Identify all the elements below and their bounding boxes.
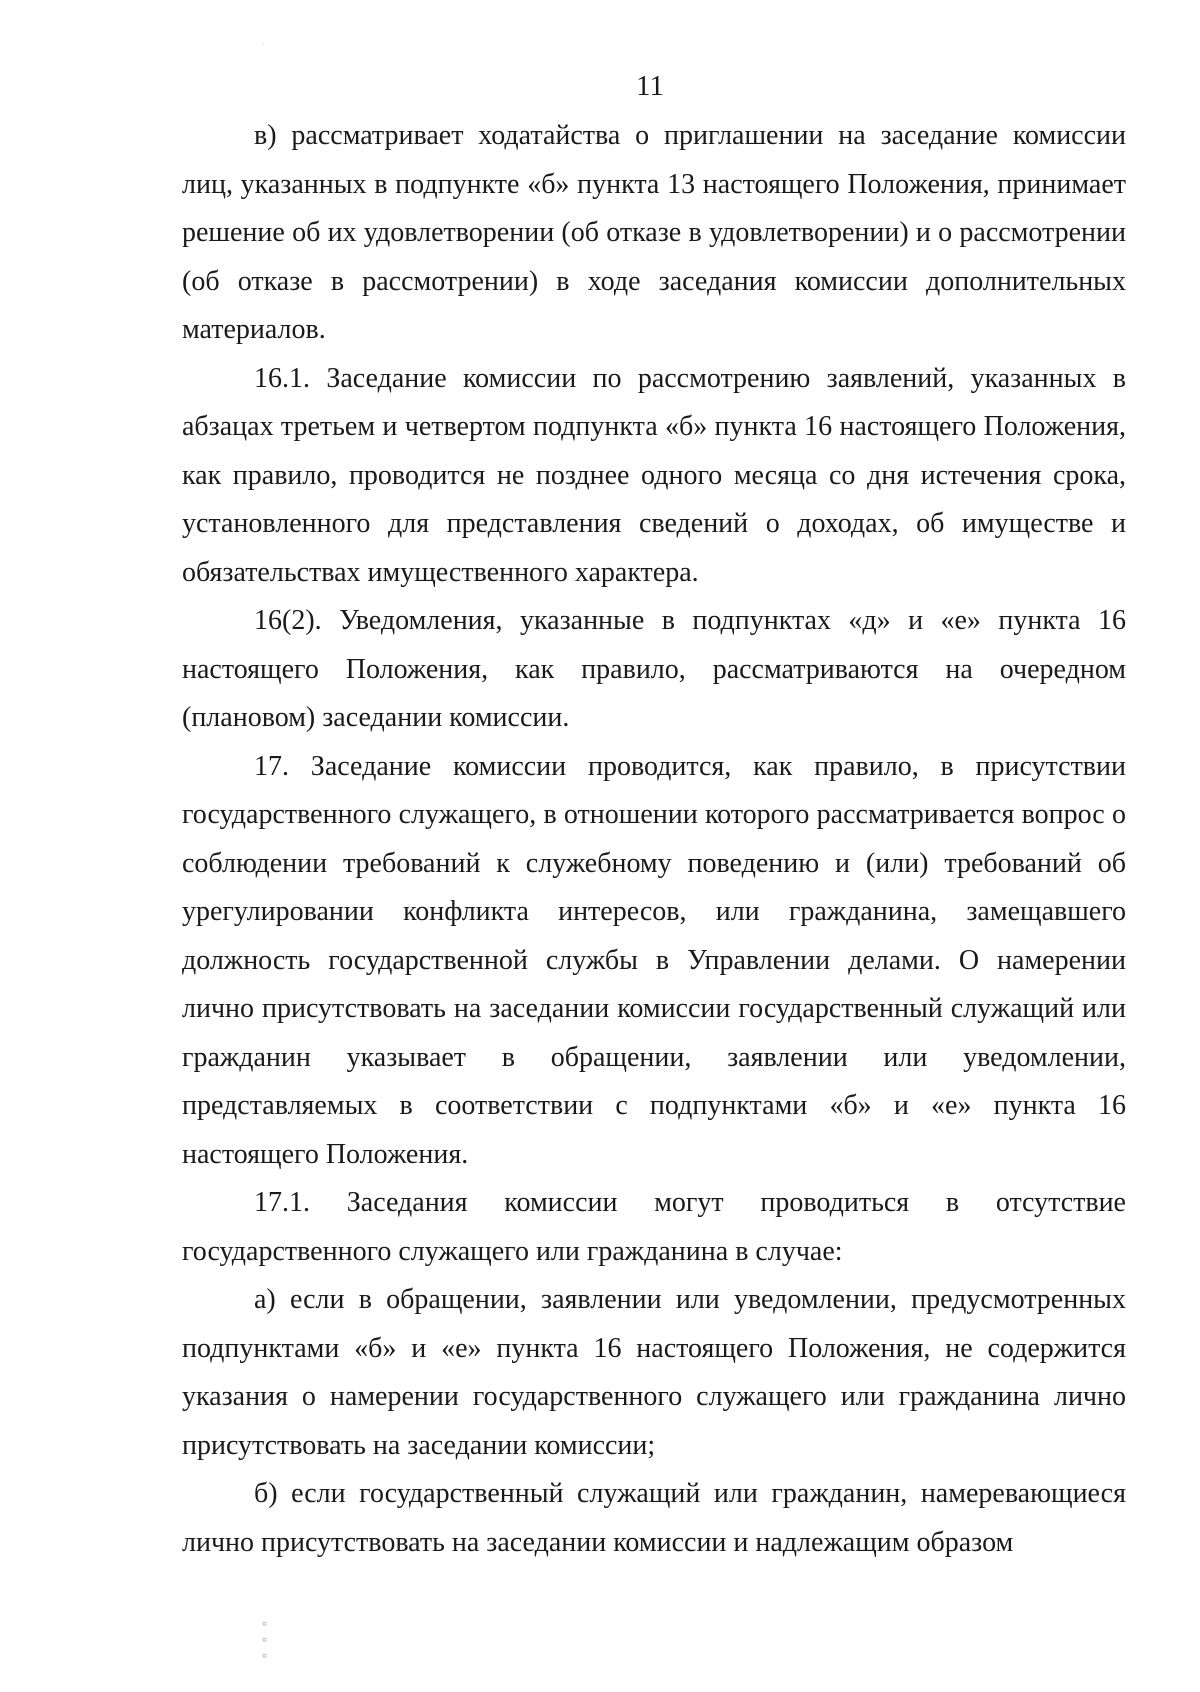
paragraph-17-1: 17.1. Заседания комиссии могут проводиться в отсутствие государственного служащего или гражданина в случае: bbox=[182, 1187, 1126, 1267]
paragraph-v-petitions: в) рассматривает ходатайства о приглашении на заседание комиссии лиц, указанных в подпункте «б» пункта 13 настоящего Положения, принимает решение об их удовлетворении (об отказе в удовлетворении) и о рассмотрении (об отказе в рассмотрении) в ходе заседания комиссии дополнительных материалов. bbox=[182, 120, 1126, 345]
paragraph-17-1-b: б) если государственный служащий или гражданин, намеревающиеся лично присутствовать на заседании комиссии и надлежащим образом bbox=[182, 1478, 1126, 1558]
scan-speck: · bbox=[262, 40, 266, 51]
paragraph-17-1-a: а) если в обращении, заявлении или уведомлении, предусмотренных подпунктами «б» и «е» пункта 16 настоящего Положения, не содержится указания о намерении государственного служащего или гражданина лично присутствовать на заседании комиссии; bbox=[182, 1284, 1126, 1461]
paragraph-16-2: 16(2). Уведомления, указанные в подпунктах «д» и «е» пункта 16 настоящего Положения, как правило, рассматриваются на очередном (плановом) заседании комиссии. bbox=[182, 605, 1126, 733]
document-body bbox=[182, 112, 1126, 1567]
paragraph-17: 17. Заседание комиссии проводится, как правило, в присутствии государственного служащего, в отношении которого рассматривается вопрос о соблюдении требований к служебному поведению и (или) требований об урегулировании конфликта интересов, или гражданина, замещавшего должность государственной службы в Управлении делами. О намерении лично присутствовать на заседании комиссии государственный служащий или гражданин указывает в обращении, заявлении или уведомлении, представляемых в соответствии с подпунктами «б» и «е» пункта 16 настоящего Положения. bbox=[182, 750, 1126, 1170]
page-number: 11 bbox=[636, 70, 664, 102]
scan-specks: ° ° ° bbox=[262, 1619, 267, 1665]
paragraph-16-1: 16.1. Заседание комиссии по рассмотрению заявлений, указанных в абзацах третьем и четвертом подпункта «б» пункта 16 настоящего Положения, как правило, проводится не позднее одного месяца со дня истечения срока, установленного для представления сведений о доходах, об имуществе и обязательствах имущественного характера. bbox=[182, 362, 1126, 588]
